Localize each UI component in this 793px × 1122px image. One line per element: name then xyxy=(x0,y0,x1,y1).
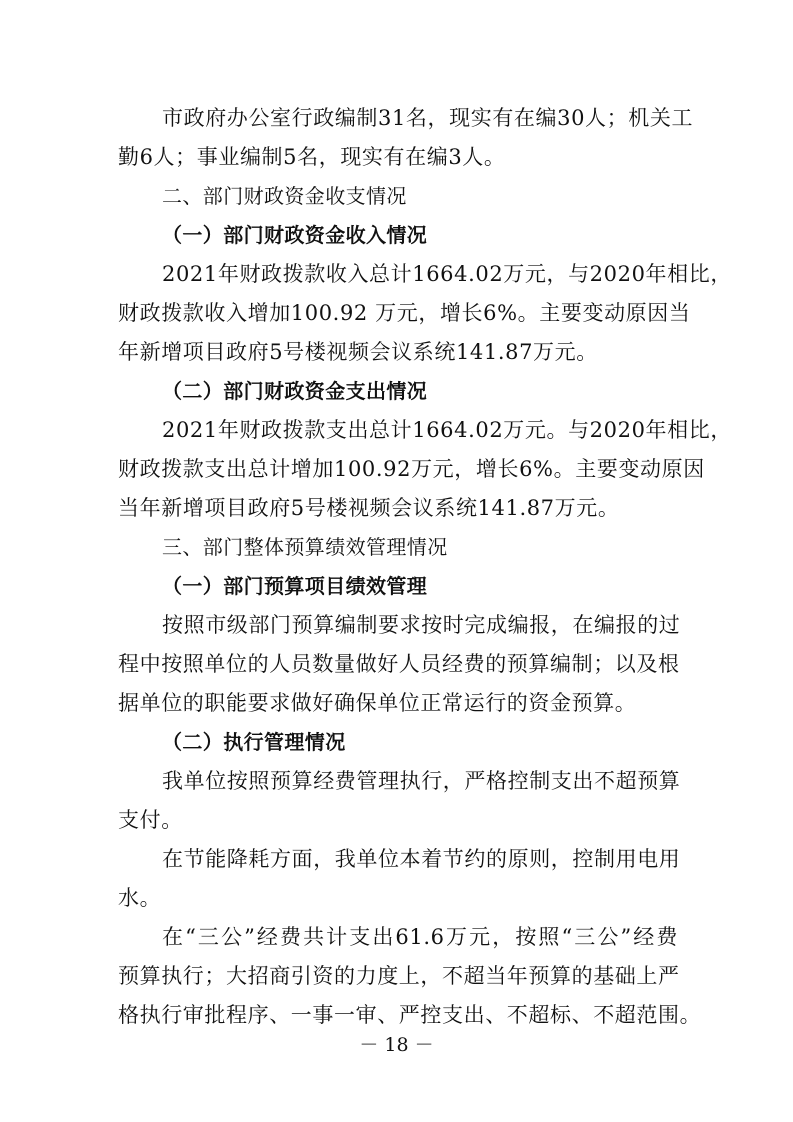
paragraph-line: 勤6人；事业编制5名，现实有在编3人。 xyxy=(118,145,506,169)
subsection-heading: （二）部门财政资金支出情况 xyxy=(162,379,428,403)
paragraph-line: 我单位按照预算经费管理执行，严格控制支出不超预算 xyxy=(162,769,681,793)
paragraph-line: 在“三公”经费共计支出61.6万元，按照“三公”经费 xyxy=(162,925,678,949)
paragraph-line: 市政府办公室行政编制31名，现实有在编30人；机关工 xyxy=(162,106,694,130)
paragraph-line: 当年新增项目政府5号楼视频会议系统141.87万元。 xyxy=(118,496,620,520)
paragraph-line: 财政拨款收入增加100.92 万元，增长6%。主要变动原因当 xyxy=(118,301,691,325)
subsection-heading: （一）部门财政资金收入情况 xyxy=(162,223,428,247)
paragraph-line: 在节能降耗方面，我单位本着节约的原则，控制用电用 xyxy=(162,847,681,871)
paragraph-line: 按照市级部门预算编制要求按时完成编报，在编报的过 xyxy=(162,613,681,637)
paragraph-line: 程中按照单位的人员数量做好人员经费的预算编制；以及根 xyxy=(118,652,680,676)
paragraph-line: 格执行审批程序、一事一审、严控支出、不超标、不超范围。 xyxy=(118,1003,702,1027)
paragraph-line: 水。 xyxy=(118,886,162,910)
paragraph-line: 支付。 xyxy=(118,808,183,832)
section-heading: 二、部门财政资金收支情况 xyxy=(162,184,407,208)
paragraph-line: 年新增项目政府5号楼视频会议系统141.87万元。 xyxy=(118,340,598,364)
subsection-heading: （二）执行管理情况 xyxy=(162,730,346,754)
subsection-heading: （一）部门预算项目绩效管理 xyxy=(162,574,428,598)
section-heading: 三、部门整体预算绩效管理情况 xyxy=(162,535,448,559)
paragraph-line: 预算执行；大招商引资的力度上，不超当年预算的基础上严 xyxy=(118,964,680,988)
paragraph-line: 2021年财政拨款收入总计1664.02万元，与2020年相比， xyxy=(162,262,732,286)
paragraph-line: 财政拨款支出总计增加100.92万元，增长6%。主要变动原因 xyxy=(118,457,705,481)
page-number: － 18 － xyxy=(359,1034,434,1056)
paragraph-line: 2021年财政拨款支出总计1664.02万元。与2020年相比， xyxy=(162,418,732,442)
paragraph-line: 据单位的职能要求做好确保单位正常运行的资金预算。 xyxy=(118,691,637,715)
